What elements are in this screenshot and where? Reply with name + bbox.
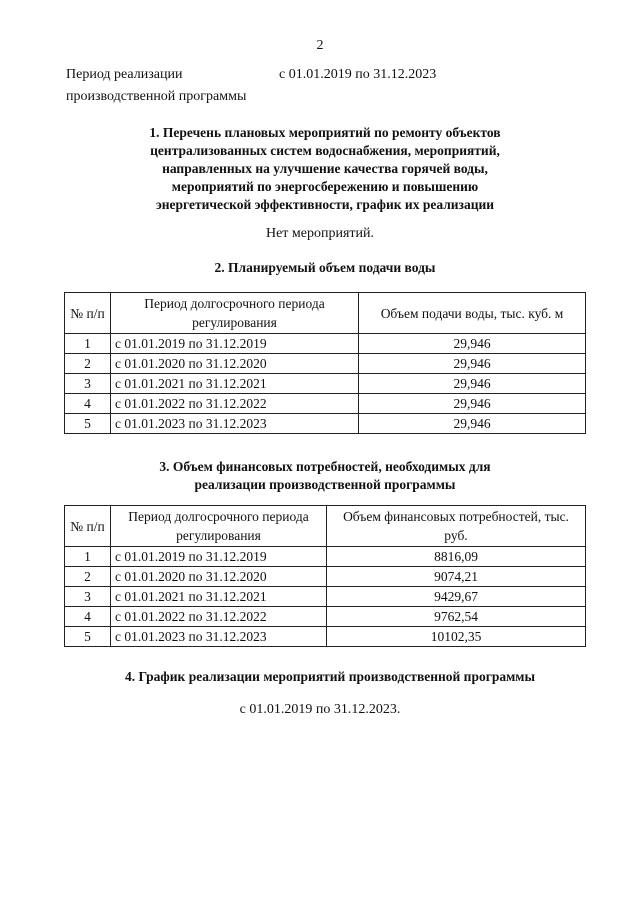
table-header-row	[65, 506, 586, 547]
section-3-title-line: реализации производственной программы	[194, 477, 456, 492]
table-row	[65, 607, 586, 627]
section-1-title-line: централизованных систем водоснабжения, мероприятий,	[150, 143, 500, 158]
row-value: 10102,35	[327, 627, 586, 647]
section-3-title	[80, 458, 570, 494]
water-supply-table	[64, 292, 586, 434]
row-value: 8816,09	[327, 547, 586, 567]
table-row	[65, 374, 586, 394]
row-period: с 01.01.2021 по 31.12.2021	[111, 587, 327, 607]
column-header-volume: Объем подачи воды, тыс. куб. м	[359, 293, 586, 334]
row-number: 2	[65, 354, 111, 374]
section-3-title-line: 3. Объем финансовых потребностей, необходимых для	[159, 459, 491, 474]
row-value: 9429,67	[327, 587, 586, 607]
table-row	[65, 394, 586, 414]
row-number: 1	[65, 334, 111, 354]
section-4-body: с 01.01.2019 по 31.12.2023.	[239, 702, 401, 717]
column-header-number: № п/п	[65, 293, 111, 334]
table-header-row	[65, 293, 586, 334]
period-label-line-2: производственной программы	[66, 89, 247, 104]
section-1-title	[80, 124, 570, 214]
row-period: с 01.01.2022 по 31.12.2022	[111, 607, 327, 627]
column-header-period: Период долгосрочного периода регулирования	[111, 506, 327, 547]
row-period: с 01.01.2022 по 31.12.2022	[111, 394, 359, 414]
row-value: 29,946	[359, 354, 586, 374]
financial-needs-table	[64, 505, 586, 647]
row-value: 29,946	[359, 334, 586, 354]
row-period: с 01.01.2023 по 31.12.2023	[111, 627, 327, 647]
section-1-title-line: направленных на улучшение качества горячей воды,	[162, 161, 488, 176]
row-number: 5	[65, 414, 111, 434]
row-value: 29,946	[359, 414, 586, 434]
table-row	[65, 414, 586, 434]
page-number: 2	[316, 38, 324, 53]
row-value: 29,946	[359, 394, 586, 414]
table-row	[65, 354, 586, 374]
table-row	[65, 567, 586, 587]
column-header-period: Период долгосрочного периода регулирования	[111, 293, 359, 334]
section-4-title: 4. График реализации мероприятий производственной программы	[124, 669, 536, 684]
period-value: с 01.01.2019 по 31.12.2023	[279, 67, 437, 82]
period-label	[66, 64, 266, 108]
row-number: 5	[65, 627, 111, 647]
column-header-number: № п/п	[65, 506, 111, 547]
table-row	[65, 334, 586, 354]
section-2-title: 2. Планируемый объем подачи воды	[214, 260, 436, 275]
row-number: 3	[65, 587, 111, 607]
column-header-finance: Объем финансовых потребностей, тыс. руб.	[327, 506, 586, 547]
row-value: 9762,54	[327, 607, 586, 627]
row-value: 29,946	[359, 374, 586, 394]
section-1-title-line: энергетической эффективности, график их реализации	[155, 197, 495, 212]
row-period: с 01.01.2020 по 31.12.2020	[111, 354, 359, 374]
section-1-title-line: мероприятий по энергосбережению и повышению	[171, 179, 479, 194]
row-number: 1	[65, 547, 111, 567]
table-row	[65, 627, 586, 647]
row-number: 2	[65, 567, 111, 587]
section-1-body: Нет мероприятий.	[265, 226, 375, 241]
row-period: с 01.01.2021 по 31.12.2021	[111, 374, 359, 394]
row-period: с 01.01.2020 по 31.12.2020	[111, 567, 327, 587]
row-period: с 01.01.2019 по 31.12.2019	[111, 547, 327, 567]
section-1-title-line: 1. Перечень плановых мероприятий по ремонту объектов	[149, 125, 501, 140]
row-period: с 01.01.2023 по 31.12.2023	[111, 414, 359, 434]
row-number: 3	[65, 374, 111, 394]
row-number: 4	[65, 607, 111, 627]
row-period: с 01.01.2019 по 31.12.2019	[111, 334, 359, 354]
row-number: 4	[65, 394, 111, 414]
table-row	[65, 547, 586, 567]
table-row	[65, 587, 586, 607]
row-value: 9074,21	[327, 567, 586, 587]
period-label-line-1: Период реализации	[66, 67, 183, 82]
